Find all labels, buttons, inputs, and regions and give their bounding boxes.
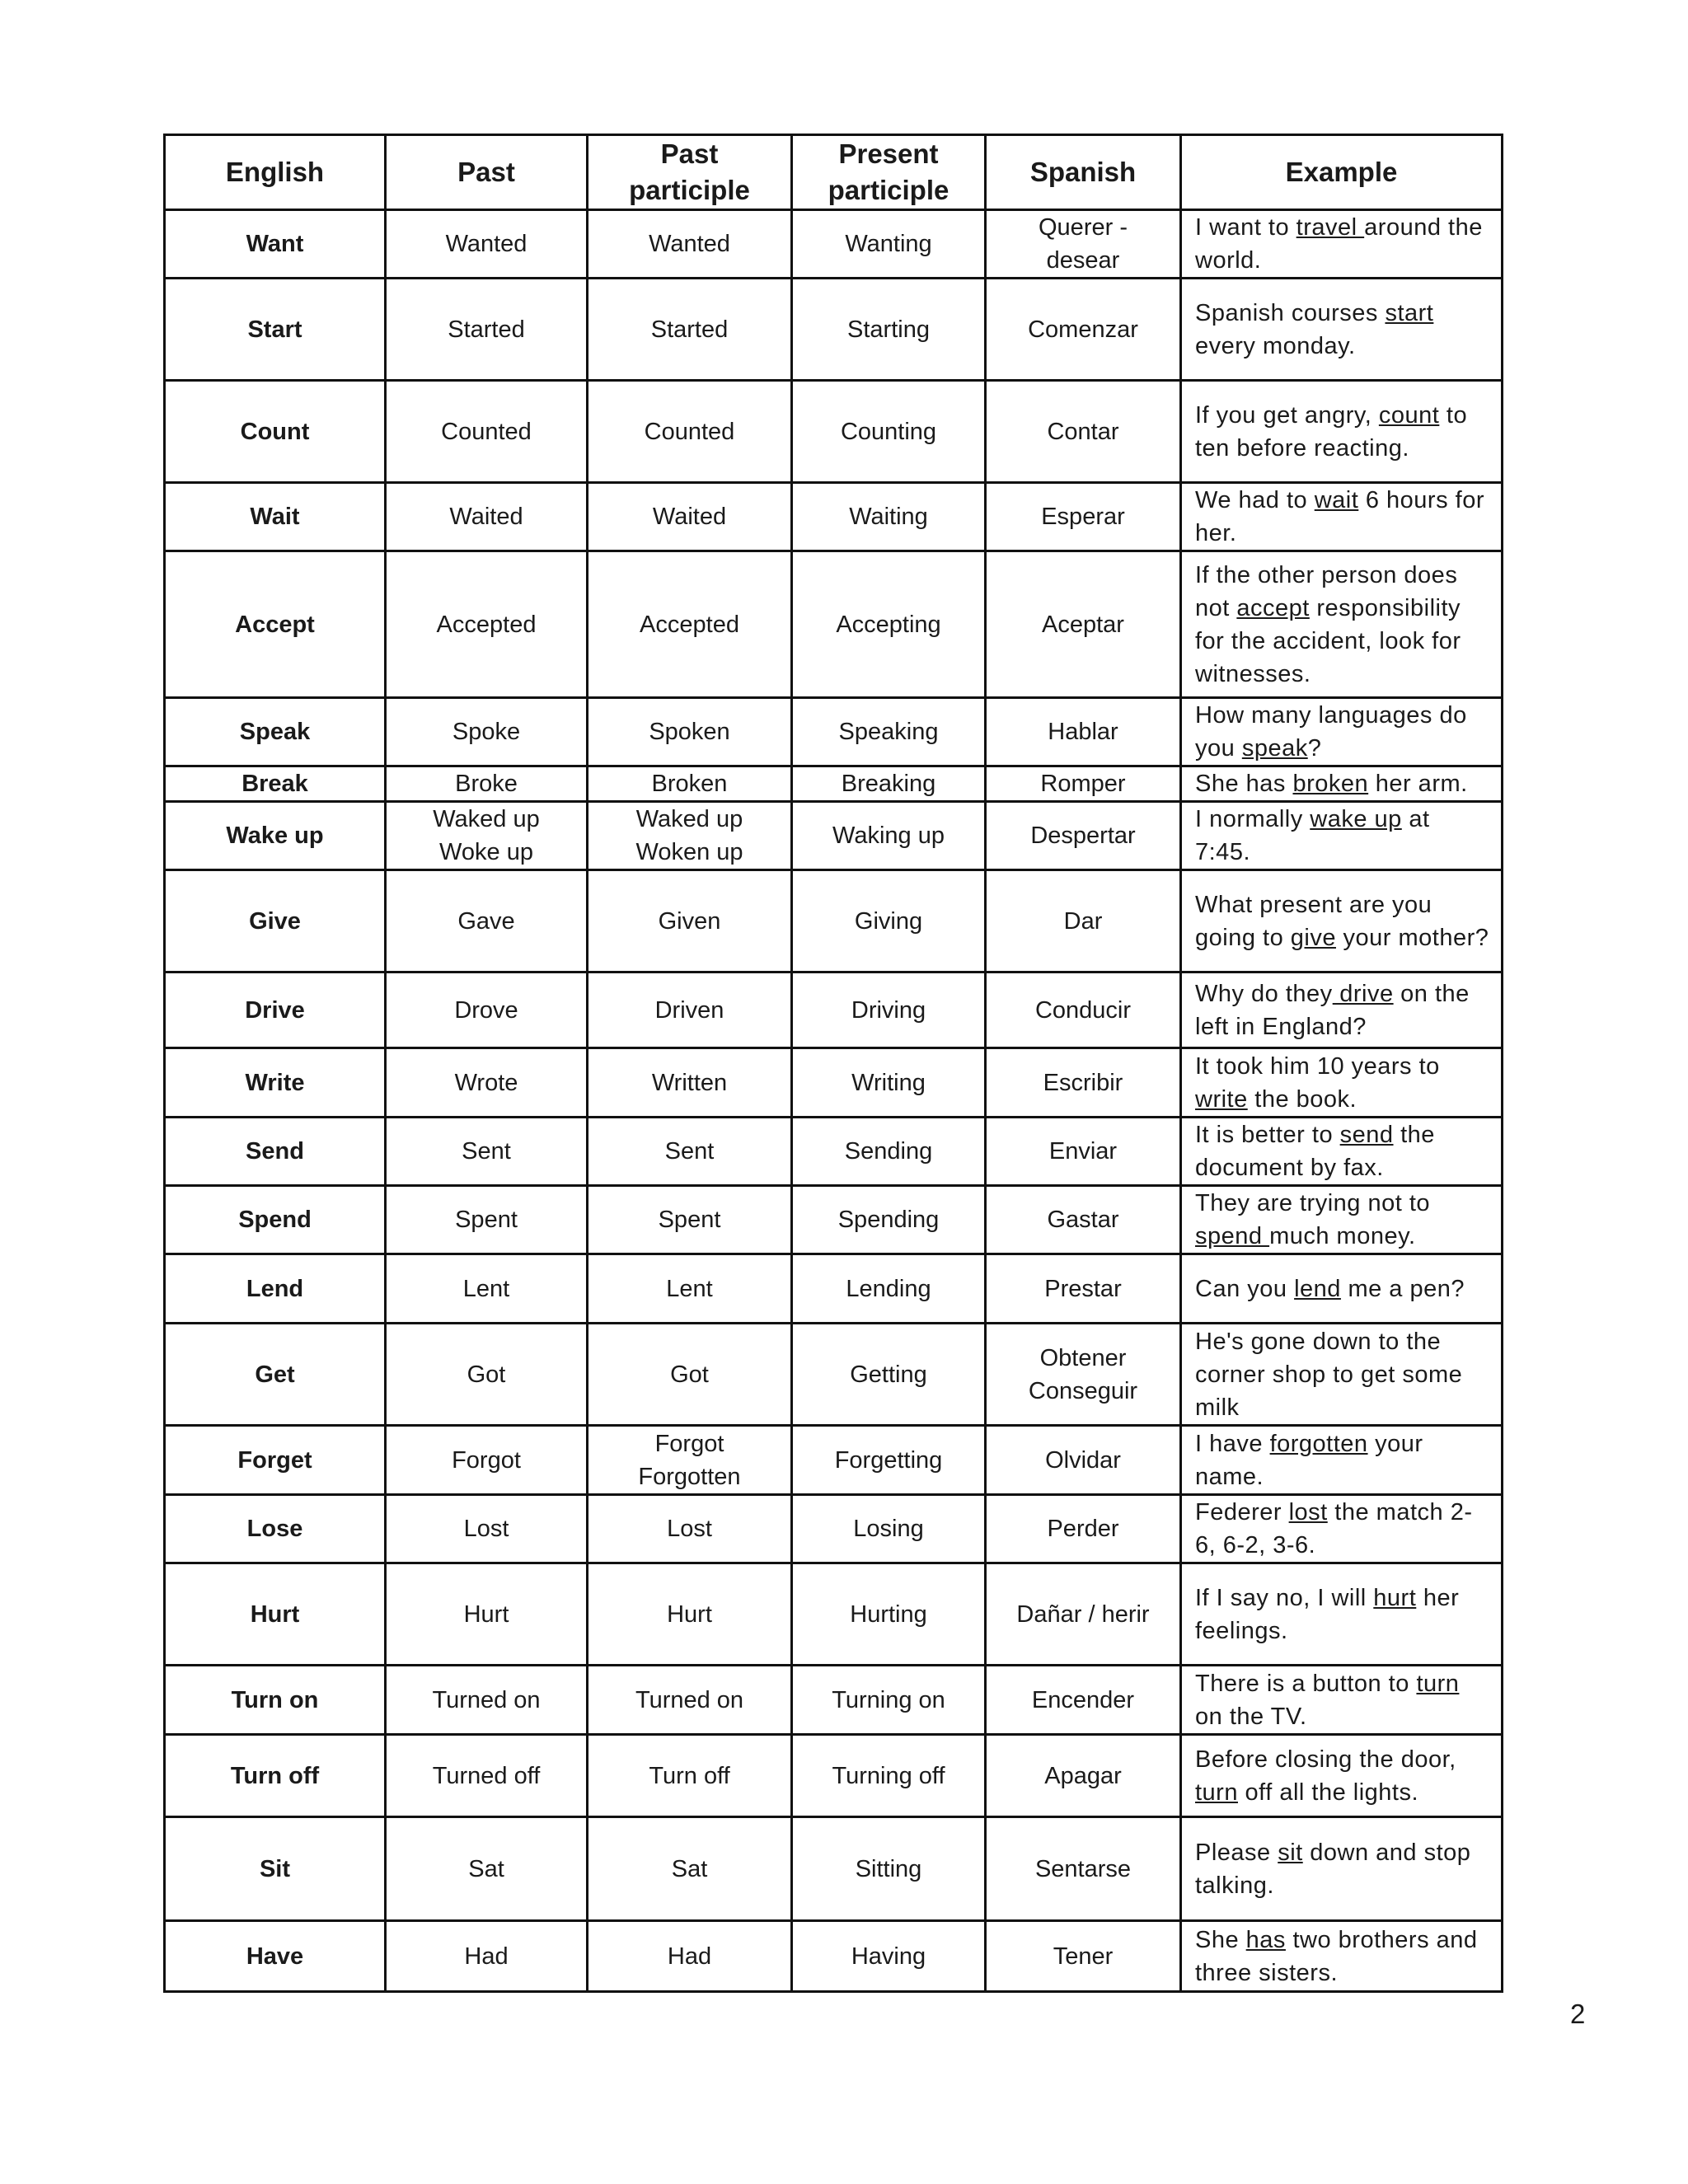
example-text: me a pen? <box>1340 1275 1465 1302</box>
cell-english: Turn off <box>165 1735 386 1817</box>
example-highlight-verb: spend <box>1195 1223 1270 1249</box>
cell-english: Wait <box>165 483 386 551</box>
cell-past: Gave <box>386 870 588 972</box>
cell-spanish: Dar <box>986 870 1181 972</box>
cell-past-participle: Wanted <box>588 210 792 279</box>
cell-past-participle: Driven <box>588 972 792 1048</box>
cell-past-participle: Forgot Forgotten <box>588 1426 792 1495</box>
cell-spanish: Conducir <box>986 972 1181 1048</box>
table-row <box>165 972 1503 1048</box>
cell-english: Speak <box>165 698 386 766</box>
cell-english: Wake up <box>165 802 386 870</box>
cell-past-participle: Waked up Woken up <box>588 802 792 870</box>
cell-past: Started <box>386 279 588 381</box>
cell-past: Drove <box>386 972 588 1048</box>
cell-example <box>1181 551 1503 698</box>
example-text: Why do they <box>1195 980 1333 1007</box>
cell-english: Give <box>165 870 386 972</box>
cell-spanish: Sentarse <box>986 1817 1181 1921</box>
cell-present-participle: Spending <box>792 1186 986 1254</box>
cell-example <box>1181 698 1503 766</box>
cell-past-participle: Written <box>588 1048 792 1118</box>
example-text: It is better to <box>1195 1122 1340 1148</box>
cell-example <box>1181 1735 1503 1817</box>
cell-english: Break <box>165 766 386 802</box>
example-highlight-verb: sit <box>1278 1839 1303 1866</box>
example-text: at 7:45. <box>1195 806 1430 865</box>
example-text: every monday. <box>1195 332 1356 359</box>
cell-english: Start <box>165 279 386 381</box>
cell-example <box>1181 972 1503 1048</box>
table-row <box>165 1735 1503 1817</box>
example-highlight-verb: wake up <box>1310 806 1402 832</box>
example-highlight-verb: accept <box>1236 594 1310 621</box>
cell-present-participle: Starting <box>792 279 986 381</box>
cell-past: Spoke <box>386 698 588 766</box>
table-row <box>165 1048 1503 1118</box>
cell-spanish: Escribir <box>986 1048 1181 1118</box>
cell-english: Accept <box>165 551 386 698</box>
example-highlight-verb: wait <box>1314 487 1359 513</box>
example-text: If you get angry, <box>1195 401 1379 429</box>
cell-example <box>1181 870 1503 972</box>
cell-past-participle: Waited <box>588 483 792 551</box>
example-text: the match 2-6, 6-2, 3-6. <box>1195 1499 1473 1558</box>
cell-english: Turn on <box>165 1666 386 1735</box>
example-text: the document by fax. <box>1195 1122 1435 1181</box>
table-row <box>165 1563 1503 1666</box>
cell-spanish: Olvidar <box>986 1426 1181 1495</box>
example-highlight-verb: speak <box>1241 735 1308 762</box>
table-row <box>165 1666 1503 1735</box>
example-highlight-verb: turn <box>1416 1670 1460 1697</box>
example-highlight-verb: count <box>1378 401 1440 429</box>
example-highlight-verb: broken <box>1292 771 1369 797</box>
cell-past: Spent <box>386 1186 588 1254</box>
example-highlight-verb: has <box>1245 1926 1286 1953</box>
example-text: 6 hours for her. <box>1195 487 1484 546</box>
cell-present-participle: Counting <box>792 381 986 483</box>
cell-present-participle: Losing <box>792 1495 986 1563</box>
table-row <box>165 483 1503 551</box>
cell-spanish: Encender <box>986 1666 1181 1735</box>
cell-past-participle: Lost <box>588 1495 792 1563</box>
cell-spanish: Prestar <box>986 1254 1181 1324</box>
cell-example <box>1181 1817 1503 1921</box>
cell-present-participle: Hurting <box>792 1563 986 1666</box>
cell-past-participle: Started <box>588 279 792 381</box>
table-row <box>165 1324 1503 1426</box>
cell-past: Lost <box>386 1495 588 1563</box>
example-highlight-verb: write <box>1195 1085 1248 1113</box>
cell-present-participle: Driving <box>792 972 986 1048</box>
cell-present-participle: Breaking <box>792 766 986 802</box>
verb-table <box>163 134 1503 1993</box>
cell-example <box>1181 381 1503 483</box>
cell-past: Wrote <box>386 1048 588 1118</box>
cell-past-participle: Spent <box>588 1186 792 1254</box>
example-highlight-verb: drive <box>1332 980 1394 1007</box>
cell-example <box>1181 1254 1503 1324</box>
cell-english: Forget <box>165 1426 386 1495</box>
cell-past-participle: Had <box>588 1921 792 1992</box>
cell-past-participle: Hurt <box>588 1563 792 1666</box>
cell-spanish: Querer - desear <box>986 210 1181 279</box>
example-text: We had to <box>1195 487 1315 513</box>
cell-example <box>1181 1921 1503 1992</box>
header-row <box>165 135 1503 210</box>
example-text: her feelings. <box>1195 1584 1460 1644</box>
header-example: Example <box>1181 135 1503 210</box>
cell-english: Lend <box>165 1254 386 1324</box>
example-text: It took him 10 years to <box>1195 1052 1440 1080</box>
table-row <box>165 279 1503 381</box>
cell-english: Want <box>165 210 386 279</box>
cell-present-participle: Sitting <box>792 1817 986 1921</box>
cell-past-participle: Broken <box>588 766 792 802</box>
table-row <box>165 1254 1503 1324</box>
cell-spanish: Aceptar <box>986 551 1181 698</box>
example-highlight-verb: turn <box>1195 1779 1238 1806</box>
cell-present-participle: Waiting <box>792 483 986 551</box>
example-text: He's gone down to the corner shop to get some milk <box>1195 1328 1463 1421</box>
cell-present-participle: Having <box>792 1921 986 1992</box>
cell-present-participle: Turning on <box>792 1666 986 1735</box>
cell-spanish: Tener <box>986 1921 1181 1992</box>
example-text: down and stop talking. <box>1195 1839 1471 1899</box>
table-row <box>165 1426 1503 1495</box>
cell-spanish: Contar <box>986 381 1181 483</box>
example-text: your name. <box>1195 1430 1423 1490</box>
cell-present-participle: Accepting <box>792 551 986 698</box>
table-row <box>165 766 1503 802</box>
table-row <box>165 381 1503 483</box>
cell-past-participle: Sent <box>588 1118 792 1186</box>
cell-example <box>1181 483 1503 551</box>
cell-example <box>1181 1048 1503 1118</box>
example-text: to ten before reacting. <box>1195 401 1468 462</box>
example-text: your mother? <box>1335 924 1489 951</box>
cell-past-participle: Lent <box>588 1254 792 1324</box>
table-row <box>165 1118 1503 1186</box>
example-highlight-verb: forgotten <box>1269 1430 1368 1457</box>
cell-example <box>1181 1495 1503 1563</box>
example-text: I normally <box>1195 806 1311 832</box>
table-row <box>165 1495 1503 1563</box>
example-text: Can you <box>1195 1275 1295 1302</box>
example-text: much money. <box>1269 1223 1416 1249</box>
example-highlight-verb: start <box>1385 299 1434 326</box>
cell-past: Sent <box>386 1118 588 1186</box>
cell-past: Waited <box>386 483 588 551</box>
cell-english: Count <box>165 381 386 483</box>
example-text: off all the lights. <box>1237 1779 1419 1806</box>
cell-spanish: Gastar <box>986 1186 1181 1254</box>
example-text: responsibility for the accident, look for witnesses. <box>1195 594 1461 687</box>
cell-present-participle: Sending <box>792 1118 986 1186</box>
cell-example <box>1181 766 1503 802</box>
cell-example <box>1181 1563 1503 1666</box>
cell-spanish: Perder <box>986 1495 1181 1563</box>
example-highlight-verb: lost <box>1288 1499 1328 1526</box>
cell-english: Spend <box>165 1186 386 1254</box>
example-text: Spanish courses <box>1195 299 1386 326</box>
example-highlight-verb: hurt <box>1373 1584 1417 1611</box>
table-row <box>165 802 1503 870</box>
header-spanish: Spanish <box>986 135 1181 210</box>
cell-past-participle: Given <box>588 870 792 972</box>
example-text: ? <box>1307 735 1322 762</box>
header-present-participle: Present participle <box>792 135 986 210</box>
page-number: 2 <box>1570 1999 1586 2029</box>
cell-spanish: Apagar <box>986 1735 1181 1817</box>
cell-english: Send <box>165 1118 386 1186</box>
cell-past-participle: Sat <box>588 1817 792 1921</box>
cell-past: Accepted <box>386 551 588 698</box>
example-text: two brothers and three sisters. <box>1195 1926 1478 1986</box>
table-row <box>165 1186 1503 1254</box>
example-text: She <box>1195 1926 1246 1953</box>
cell-past-participle: Spoken <box>588 698 792 766</box>
cell-past: Had <box>386 1921 588 1992</box>
cell-past-participle: Turned on <box>588 1666 792 1735</box>
cell-present-participle: Giving <box>792 870 986 972</box>
cell-present-participle: Lending <box>792 1254 986 1324</box>
cell-past: Counted <box>386 381 588 483</box>
table-row <box>165 551 1503 698</box>
cell-english: Hurt <box>165 1563 386 1666</box>
example-text: her arm. <box>1368 771 1468 797</box>
example-highlight-verb: lend <box>1294 1275 1341 1302</box>
header-past: Past <box>386 135 588 210</box>
cell-present-participle: Turning off <box>792 1735 986 1817</box>
table-row <box>165 210 1503 279</box>
example-text: She has <box>1195 771 1293 797</box>
cell-present-participle: Speaking <box>792 698 986 766</box>
cell-present-participle: Wanting <box>792 210 986 279</box>
cell-past: Got <box>386 1324 588 1426</box>
cell-past: Lent <box>386 1254 588 1324</box>
cell-english: Have <box>165 1921 386 1992</box>
cell-english: Write <box>165 1048 386 1118</box>
cell-past-participle: Accepted <box>588 551 792 698</box>
table-row <box>165 1921 1503 1992</box>
table-row <box>165 698 1503 766</box>
cell-spanish: Enviar <box>986 1118 1181 1186</box>
cell-past: Forgot <box>386 1426 588 1495</box>
example-text: the book. <box>1247 1085 1357 1113</box>
table-row <box>165 1817 1503 1921</box>
example-text: Please <box>1195 1839 1278 1866</box>
cell-past-participle: Counted <box>588 381 792 483</box>
example-highlight-verb: give <box>1290 924 1336 951</box>
cell-example <box>1181 279 1503 381</box>
cell-example <box>1181 1324 1503 1426</box>
cell-present-participle: Getting <box>792 1324 986 1426</box>
example-text: They are trying not to <box>1195 1190 1431 1216</box>
cell-past: Waked up Woke up <box>386 802 588 870</box>
cell-spanish: Hablar <box>986 698 1181 766</box>
example-highlight-verb: send <box>1339 1122 1394 1148</box>
cell-past-participle: Got <box>588 1324 792 1426</box>
example-text: What present are you going to <box>1195 891 1432 951</box>
cell-english: Sit <box>165 1817 386 1921</box>
cell-example <box>1181 1666 1503 1735</box>
cell-past: Wanted <box>386 210 588 279</box>
cell-example <box>1181 1426 1503 1495</box>
example-text: I have <box>1195 1430 1270 1457</box>
example-text: around the world. <box>1195 214 1483 274</box>
cell-english: Lose <box>165 1495 386 1563</box>
cell-english: Get <box>165 1324 386 1426</box>
cell-spanish: Despertar <box>986 802 1181 870</box>
cell-spanish: Esperar <box>986 483 1181 551</box>
cell-past: Turned off <box>386 1735 588 1817</box>
cell-present-participle: Writing <box>792 1048 986 1118</box>
example-text: I want to <box>1195 214 1296 241</box>
cell-example <box>1181 210 1503 279</box>
cell-past: Hurt <box>386 1563 588 1666</box>
cell-spanish: Comenzar <box>986 279 1181 381</box>
cell-spanish: Romper <box>986 766 1181 802</box>
example-text: How many languages do you <box>1195 702 1467 762</box>
example-text: If the other person does not <box>1195 561 1458 621</box>
cell-example <box>1181 802 1503 870</box>
example-text: on the left in England? <box>1195 980 1470 1040</box>
cell-english: Drive <box>165 972 386 1048</box>
example-text: There is a button to <box>1195 1670 1417 1697</box>
cell-past-participle: Turn off <box>588 1735 792 1817</box>
cell-example <box>1181 1118 1503 1186</box>
cell-present-participle: Waking up <box>792 802 986 870</box>
cell-past: Broke <box>386 766 588 802</box>
cell-past: Turned on <box>386 1666 588 1735</box>
example-text: Federer <box>1195 1499 1289 1526</box>
cell-example <box>1181 1186 1503 1254</box>
cell-spanish: Dañar / herir <box>986 1563 1181 1666</box>
header-past-participle: Past participle <box>588 135 792 210</box>
header-english: English <box>165 135 386 210</box>
cell-past: Sat <box>386 1817 588 1921</box>
cell-present-participle: Forgetting <box>792 1426 986 1495</box>
table-row <box>165 870 1503 972</box>
cell-spanish: Obtener Conseguir <box>986 1324 1181 1426</box>
example-text: If I say no, I will <box>1195 1584 1374 1611</box>
example-highlight-verb: travel <box>1296 214 1365 241</box>
example-text: on the TV. <box>1195 1703 1307 1730</box>
example-text: Before closing the door, <box>1195 1746 1456 1773</box>
